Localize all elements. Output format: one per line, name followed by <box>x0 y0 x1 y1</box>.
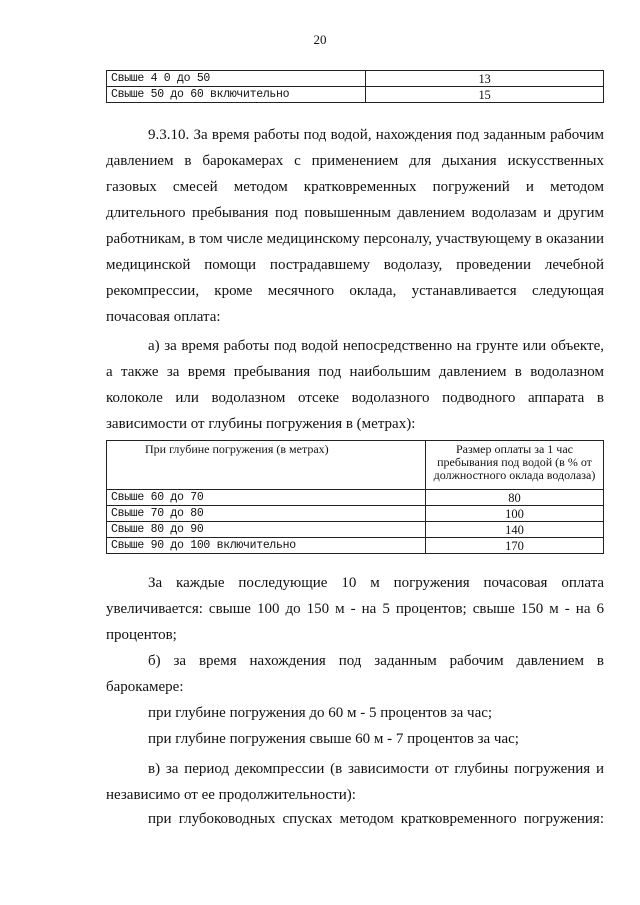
paragraph-up-to-60: при глубине погружения до 60 м - 5 процентов за час; <box>148 705 493 721</box>
depth-range-cell: Свыше 80 до 90 <box>107 522 426 538</box>
rate-cell: 15 <box>366 87 604 103</box>
table-row <box>107 71 604 87</box>
depth-rate-table-continued <box>106 70 604 103</box>
rate-cell: 140 <box>426 522 604 538</box>
table-row <box>107 87 604 103</box>
table-row <box>107 490 604 506</box>
paragraph-deep-water-descents: при глубоководных спусках методом кратковременного погружения: <box>148 811 604 827</box>
table-header-row <box>107 441 604 490</box>
column-header-rate: Размер оплаты за 1 час пребывания под водой (в % от должностного оклада водолаза) <box>426 441 604 490</box>
depth-range-cell: Свыше 90 до 100 включительно <box>107 538 426 554</box>
rate-cell: 13 <box>366 71 604 87</box>
rate-cell: 100 <box>426 506 604 522</box>
rate-cell: 80 <box>426 490 604 506</box>
depth-range-cell: Свыше 50 до 60 включительно <box>107 87 366 103</box>
paragraph-additional-depth: За каждые последующие 10 м погружения почасовая оплата увеличивается: свыше 100 до 150 м - на 5 процентов; свыше 150 м - на 6 процентов; <box>106 575 604 643</box>
depth-range-cell: Свыше 60 до 70 <box>107 490 426 506</box>
paragraph-v: в) за период декомпрессии (в зависимости от глубины погружения и независимо от ее продолжительности): <box>106 761 604 803</box>
paragraph-a: а) за время работы под водой непосредственно на грунте или объекте, а также за время пребывания под наибольшим давлением в водолазном колоколе или водолазном отсеке водолазного подводного аппарата в зависимости от глубины погружения в (метрах): <box>106 338 604 432</box>
table-row <box>107 506 604 522</box>
rate-cell: 170 <box>426 538 604 554</box>
table-row <box>107 538 604 554</box>
paragraph-over-60: при глубине погружения свыше 60 м - 7 процентов за час; <box>148 731 519 747</box>
depth-rate-table <box>106 440 604 554</box>
depth-range-cell: Свыше 70 до 80 <box>107 506 426 522</box>
table-row <box>107 522 604 538</box>
depth-range-cell: Свыше 4 0 до 50 <box>107 71 366 87</box>
column-header-depth: При глубине погружения (в метрах) <box>107 441 426 490</box>
paragraph-b: б) за время нахождения под заданным рабочим давлением в барокамере: <box>106 653 604 695</box>
paragraph-9-3-10: 9.3.10. За время работы под водой, нахождения под заданным рабочим давлением в барокамерах с применением для дыхания искусственных газовых смесей методом кратковременных погружений и методом длительного пребывания под повышенным давлением водолазам и другим работникам, в том числе медицинскому персоналу, участвующему в оказании медицинской помощи пострадавшему водолазу, проведении лечебной рекомпрессии, кроме месячного оклада, устанавливается следующая почасовая оплата: <box>106 127 604 325</box>
page-number: 20 <box>313 32 327 47</box>
